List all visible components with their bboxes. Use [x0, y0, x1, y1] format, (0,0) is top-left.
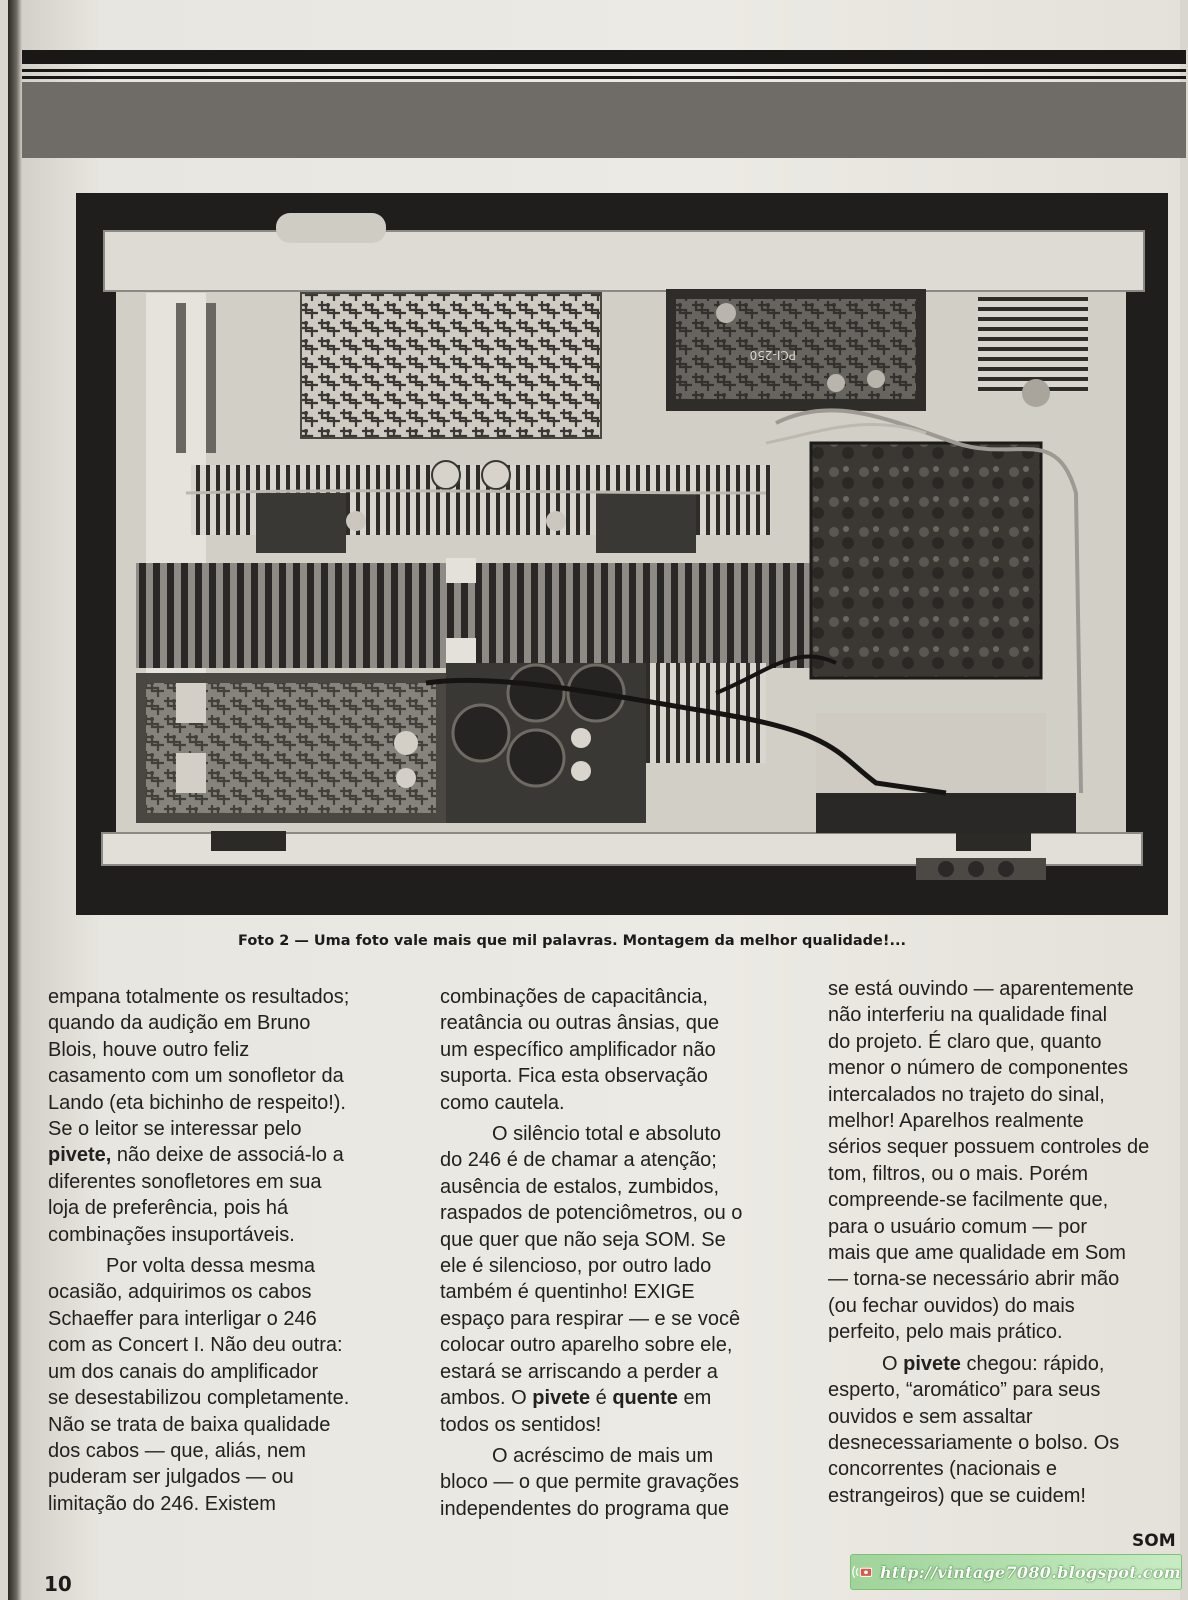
header-stripe [22, 76, 1186, 79]
text-line: raspados de potenciômetros, ou o [440, 1202, 743, 1225]
text-line [440, 1385, 800, 1411]
text-line: perfeito, pelo mais prático. [828, 1321, 1063, 1344]
text-line: melhor! Aparelhos realmente [828, 1110, 1084, 1133]
bold-word: quente [612, 1387, 678, 1410]
text-line: também é quentinho! EXIGE [440, 1281, 695, 1304]
text-line: todos os sentidos! [440, 1413, 602, 1436]
bold-word: pivete, [48, 1144, 112, 1167]
text-line: O acréscimo de mais um [492, 1444, 714, 1467]
text-line: do projeto. É claro que, quanto [828, 1030, 1102, 1053]
photo-caption: Foto 2 — Uma foto vale mais que mil palavras. Montagem da melhor qualidade!... [238, 933, 906, 949]
text-line: esperto, “aromático” para seus [828, 1379, 1101, 1402]
text-line: bloco — o que permite gravações [440, 1471, 740, 1494]
text-line: quando da audição em Bruno [48, 1012, 311, 1035]
paragraph [440, 1121, 800, 1438]
text-line: Por volta dessa mesma [106, 1255, 315, 1278]
text-line: reatância ou outras ânsias, que [440, 1012, 720, 1035]
text-fragment: é [590, 1387, 613, 1410]
text-line: (ou fechar ouvidos) do mais [828, 1294, 1075, 1317]
text-line: ouvidos e sem assaltar [828, 1405, 1033, 1428]
text-fragment: em [677, 1387, 712, 1410]
text-column-2 [440, 984, 800, 1522]
header-stripe [22, 69, 1186, 72]
bold-word: pivete [903, 1352, 961, 1375]
text-line: concorrentes (nacionais e [828, 1458, 1058, 1481]
text-line: Se o leitor se interessar pelo [48, 1118, 302, 1141]
text-line: ele é silencioso, por outro lado [440, 1255, 712, 1278]
text-line: — torna-se necessário abrir mão [828, 1268, 1120, 1291]
text-line: casamento com um sonofletor da [48, 1065, 344, 1088]
text-fragment: O [882, 1352, 904, 1375]
text-line: desnecessariamente o bolso. Os [828, 1431, 1120, 1454]
text-line: combinações insuportáveis. [48, 1223, 295, 1246]
text-line: sérios sequer possuem controles de [828, 1136, 1150, 1159]
text-line: ocasião, adquirimos os cabos [48, 1281, 312, 1304]
text-line: do 246 é de chamar a atenção; [440, 1149, 717, 1172]
binding-shadow [8, 0, 22, 1600]
text-line: Lando (eta bichinho de respeito!). [48, 1091, 346, 1114]
text-line: compreende-se facilmente que, [828, 1189, 1109, 1212]
text-column-1 [48, 984, 408, 1517]
text-fragment: não deixe de associá-lo a [111, 1144, 344, 1167]
text-line: estrangeiros) que se cuidem! [828, 1484, 1086, 1507]
paragraph [48, 984, 408, 1248]
paragraph [440, 984, 800, 1116]
text-line: para o usuário comum — por [828, 1215, 1088, 1238]
text-line: espaço para respirar — e se você [440, 1307, 741, 1330]
text-line: Não se trata de baixa qualidade [48, 1413, 331, 1436]
bold-word: pivete [532, 1387, 591, 1410]
text-line: O silêncio total e absoluto [492, 1123, 722, 1146]
text-fragment: ambos. O [440, 1387, 533, 1410]
text-line: se está ouvindo — aparentemente [828, 978, 1134, 1000]
text-line: combinações de capacitância, [440, 986, 708, 1008]
text-fragment: chegou: rápido, [960, 1352, 1105, 1375]
text-column-3 [828, 976, 1188, 1509]
header-band [22, 42, 1186, 160]
paragraph [828, 976, 1188, 1346]
text-line: dos cabos — que, aliás, nem [48, 1439, 306, 1462]
text-line [48, 1142, 408, 1168]
magazine-signature: SOM [1132, 1531, 1176, 1551]
text-line: como cautela. [440, 1091, 565, 1114]
text-line: intercalados no trajeto do sinal, [828, 1083, 1105, 1106]
text-line: que quer que não seja SOM. Se [440, 1228, 726, 1251]
header-grey-block [22, 82, 1186, 158]
amplifier-photo-drawing [76, 193, 1168, 915]
text-line [828, 1351, 1188, 1377]
watermark-url: http://vintage7080.blogspot.com [879, 1562, 1181, 1582]
paragraph [440, 1443, 800, 1522]
text-line: se desestabilizou completamente. [48, 1387, 350, 1410]
text-line: tom, filtros, ou o mais. Porém [828, 1162, 1089, 1185]
paragraph [828, 1351, 1188, 1509]
text-line: colocar outro aparelho sobre ele, [440, 1334, 733, 1357]
text-line: Blois, houve outro feliz [48, 1038, 250, 1061]
text-line: não interferiu na qualidade final [828, 1004, 1108, 1027]
text-line: um dos canais do amplificador [48, 1360, 319, 1383]
page-number: 10 [44, 1572, 72, 1596]
amplifier-interior-photo [76, 193, 1168, 915]
text-line: independentes do programa que [440, 1497, 730, 1520]
text-line: suporta. Fica esta observação [440, 1065, 708, 1088]
text-line: um específico amplificador não [440, 1038, 716, 1061]
board-label: PCI-250 [749, 348, 796, 362]
header-stripe [22, 50, 1186, 64]
text-line: ausência de estalos, zumbidos, [440, 1175, 720, 1198]
text-line: loja de preferência, pois há [48, 1197, 289, 1220]
text-line: Schaeffer para interligar o 246 [48, 1307, 317, 1330]
text-line: empana totalmente os resultados; [48, 986, 350, 1008]
text-line: menor o número de componentes [828, 1057, 1129, 1080]
text-line: estará se arriscando a perder a [440, 1360, 718, 1383]
broadcast-icon [851, 1559, 876, 1585]
blog-watermark[interactable] [850, 1554, 1182, 1590]
text-line: diferentes sonofletores em sua [48, 1170, 322, 1193]
text-line: mais que ame qualidade em Som [828, 1242, 1126, 1265]
magazine-page [8, 0, 1180, 1600]
text-line: com as Concert I. Não deu outra: [48, 1334, 343, 1357]
paragraph [48, 1253, 408, 1517]
text-line: limitação do 246. Existem [48, 1492, 276, 1515]
text-line: puderam ser julgados — ou [48, 1466, 294, 1489]
